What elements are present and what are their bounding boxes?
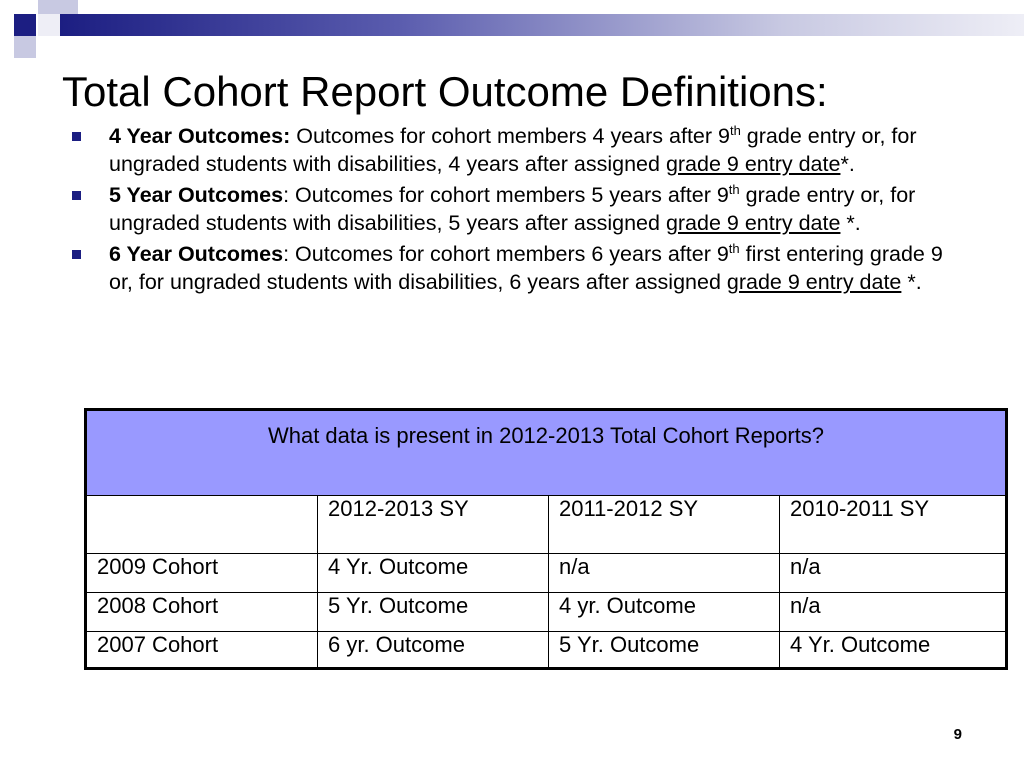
column-header: 2010-2011 SY [780,496,1007,554]
table-cell: 2009 Cohort [86,554,318,593]
table-cell: 4 yr. Outcome [549,593,780,632]
deco-square [14,14,36,36]
bullet-text: : Outcomes for cohort members 6 years after 9 [283,242,729,266]
column-header: 2011-2012 SY [549,496,780,554]
bullet-heading: 4 Year Outcomes: [109,124,291,148]
entry-date-link[interactable]: grade 9 entry date [665,152,841,176]
table-cell: 6 yr. Outcome [318,632,549,669]
table-cell: 4 Yr. Outcome [780,632,1007,669]
deco-square [14,36,36,58]
bullet-tail: *. [840,211,861,235]
entry-date-link[interactable]: grade 9 entry date [665,211,841,235]
table-cell: 4 Yr. Outcome [318,554,549,593]
table-cell: 5 Yr. Outcome [549,632,780,669]
table-row [86,632,1007,669]
table-cell: n/a [780,593,1007,632]
ordinal-suffix: th [728,182,740,197]
bullet-4-year [72,122,972,178]
deco-square [60,0,78,14]
bullet-heading: 5 Year Outcomes [109,183,284,207]
bullet-text: grade entry or, for ungraded students with disabilities, 5 years after assigned [109,183,916,235]
page-number: 9 [953,726,962,743]
square-bullet-icon [72,191,81,200]
ordinal-suffix: th [728,241,740,256]
table-row [86,554,1007,593]
header-decoration [0,0,1024,60]
bullet-text: Outcomes for cohort members 4 years after 9 [290,124,730,148]
header-gradient-bar [60,14,1024,36]
column-header: 2012-2013 SY [318,496,549,554]
table-cell: n/a [549,554,780,593]
square-bullet-icon [72,250,81,259]
bullet-6-year [72,240,972,296]
table-caption: What data is present in 2012-2013 Total Cohort Reports? [86,410,1007,496]
bullet-text: first entering grade 9 or, for ungraded students with disabilities, 6 years after assigned [109,242,943,294]
slide-title: Total Cohort Report Outcome Definitions: [62,68,828,115]
bullet-5-year [72,181,972,237]
table-column-headers [86,496,1007,554]
bullet-text: grade entry or, for ungraded students with disabilities, 4 years after assigned [109,124,917,176]
table-row [86,593,1007,632]
bullet-text: : Outcomes for cohort members 5 years after 9 [283,183,729,207]
column-header [86,496,318,554]
deco-square [38,14,60,36]
bullet-tail: *. [840,152,855,176]
ordinal-suffix: th [729,123,741,138]
entry-date-link[interactable]: grade 9 entry date [726,270,902,294]
bullet-tail: *. [901,270,922,294]
table-cell: n/a [780,554,1007,593]
cohort-table [84,408,1008,670]
table-caption-row [86,410,1007,496]
square-bullet-icon [72,132,81,141]
table-cell: 5 Yr. Outcome [318,593,549,632]
table-cell: 2008 Cohort [86,593,318,632]
table-cell: 2007 Cohort [86,632,318,669]
definition-list [72,122,972,299]
bullet-heading: 6 Year Outcomes [109,242,284,266]
deco-square [38,0,60,14]
